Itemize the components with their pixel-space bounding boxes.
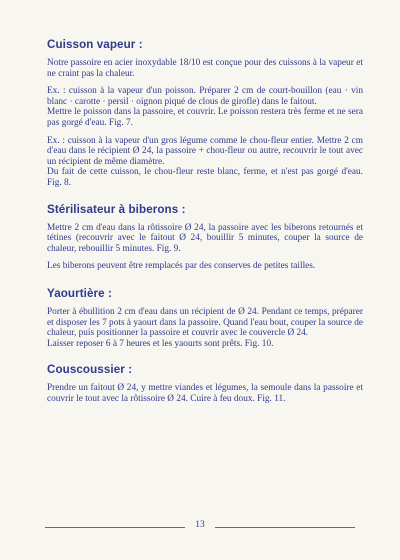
section-yaourtiere [47, 287, 363, 349]
paragraph: Les biberons peuvent être remplacés par des conserves de petites tailles. [47, 261, 316, 272]
paragraph: Mettre le poisson dans la passoire, et couvrir. Le poisson restera très ferme et ne sera pas gorgé d'eau. Fig. 7. [47, 107, 363, 128]
paragraph: Laisser reposer 6 à 7 heures et les yaourts sont prêts. Fig. 10. [47, 338, 274, 349]
page-content [47, 38, 363, 416]
paragraph: Porter à ébullition 2 cm d'eau dans un récipient de Ø 24. Pendant ce temps, préparer et disposer les 7 pots à yaourt dans la passoire. Quand l'eau bout, couper la source de chaleur, puis positionner la passoire et couvrir avec le couvercle Ø 24. [47, 306, 363, 339]
footer-rule-right [215, 527, 355, 528]
paragraph: Ex. : cuisson à la vapeur d'un poisson. Préparer 2 cm de court-bouillon (eau · vin blanc · carotte · persil · oignon piqué de clous de girofle) dans le faitout. [47, 86, 363, 107]
section-heading: Yaourtière : [47, 286, 112, 300]
paragraph: Prendre un faitout Ø 24, y mettre viandes et légumes, la semoule dans la passoire et couvrir le tout avec la rôtissoire Ø 24. Cuire à feu doux. Fig. 11. [47, 383, 363, 404]
section-sterilisateur [47, 203, 363, 272]
paragraph: Mettre 2 cm d'eau dans la rôtissoire Ø 24, la passoire avec les biberons retournés et tétines (recouvrir avec le faitout Ø 24, bouillir 5 minutes, couper la source de chaleur, rebouillir 5 minutes. Fig. 9. [47, 222, 363, 254]
paragraph: Du fait de cette cuisson, le chou-fleur reste blanc, ferme, et n'est pas gorgé d'eau. Fig. 8. [47, 167, 363, 188]
section-heading: Couscoussier : [47, 363, 133, 377]
section-heading: Cuisson vapeur : [47, 38, 143, 51]
paragraph: Ex. : cuisson à la vapeur d'un gros légume comme le chou-fleur entier. Mettre 2 cm d'eau dans le récipient Ø 24, la passoire + chou-fleur ou autre, recouvrir le tout avec un récipient de même diamètre. [47, 135, 363, 167]
section-cuisson-vapeur [47, 38, 363, 189]
paragraph: Notre passoire en acier inoxydable 18/10 est conçue pour des cuissons à la vapeur et ne craint pas la chaleur. [47, 58, 363, 79]
page-footer [45, 520, 355, 534]
page-number: 13 [195, 520, 205, 530]
section-couscoussier [47, 363, 363, 404]
section-heading: Stérilisateur à biberons : [47, 202, 186, 216]
